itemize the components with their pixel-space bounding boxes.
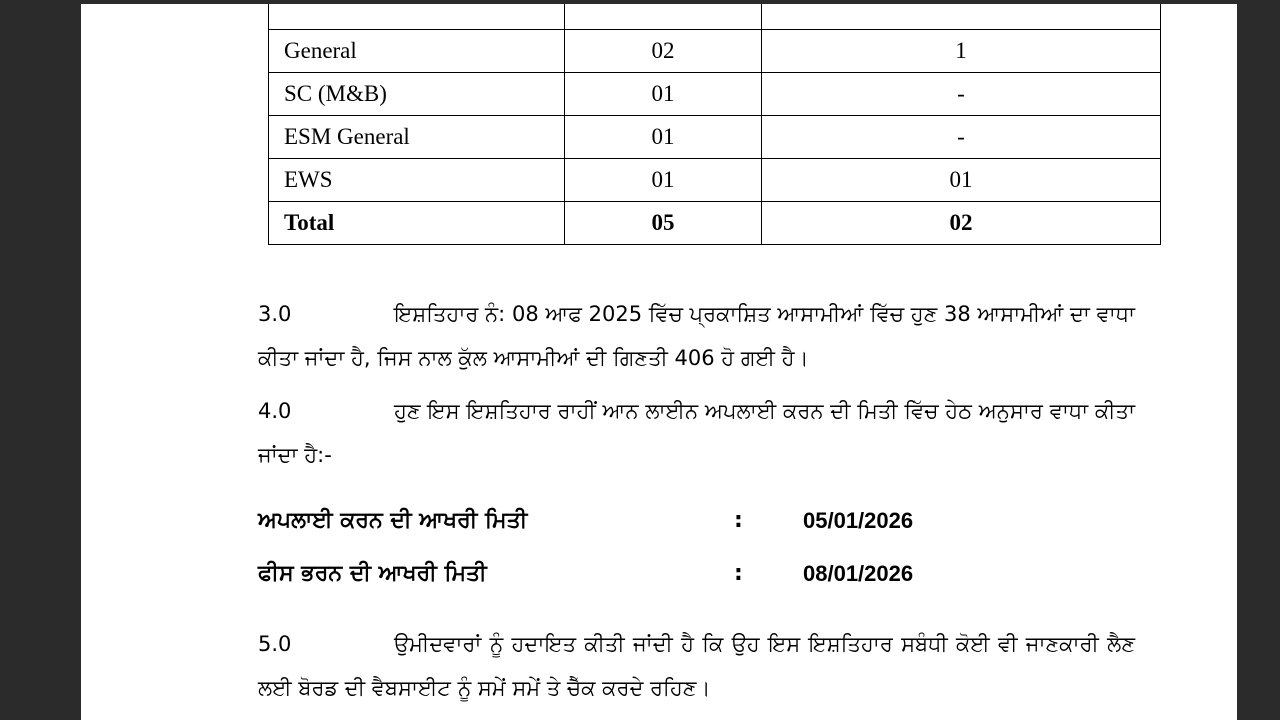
date-row-apply <box>258 506 1058 536</box>
paragraph-text: ਇਸ਼ਤਿਹਾਰ ਨੰ: 08 ਆਫ 2025 ਵਿੱਚ ਪ੍ਰਕਾਸ਼ਿਤ ਆਸਾਮੀਆਂ ਵਿੱਚ ਹੁਣ 38 ਆਸਾਮੀਆਂ ਦਾ ਵਾਧਾ ਕੀਤਾ ਜਾਂਦਾ ਹੈ, ਜਿਸ ਨਾਲ ਕੁੱਲ ਆਸਾਮੀਆਂ ਦੀ ਗਿਣਤੀ 406 ਹੋ ਗਈ ਹੈ। <box>258 302 1135 370</box>
table-cell-col2: 05 <box>565 202 762 245</box>
table-cell-col3: - <box>762 73 1161 116</box>
table-cell-category <box>269 4 565 30</box>
table-row <box>269 116 1161 159</box>
table-row <box>269 4 1161 30</box>
document-page[interactable] <box>81 4 1237 720</box>
date-value: 05/01/2026 <box>803 508 914 533</box>
paragraph-4 <box>258 389 1135 477</box>
table-cell-col2 <box>565 4 762 30</box>
date-value: 08/01/2026 <box>803 561 914 586</box>
viewer-scrollbar[interactable] <box>1237 0 1280 720</box>
vacancy-table <box>268 4 1161 245</box>
table-cell-col3 <box>762 4 1161 30</box>
table-cell-col2: 01 <box>565 73 762 116</box>
table-cell-category: Total <box>269 202 565 245</box>
table-row <box>269 73 1161 116</box>
date-row-fee <box>258 559 1058 589</box>
date-colon: : <box>734 561 743 586</box>
paragraph-text: ਹੁਣ ਇਸ ਇਸ਼ਤਿਹਾਰ ਰਾਹੀਂ ਆਨ ਲਾਈਨ ਅਪਲਾਈ ਕਰਨ ਦੀ ਮਿਤੀ ਵਿੱਚ ਹੇਠ ਅਨੁਸਾਰ ਵਾਧਾ ਕੀਤਾ ਜਾਂਦਾ ਹੈ:- <box>258 399 1135 467</box>
paragraph-text: ਉਮੀਦਵਾਰਾਂ ਨੂੰ ਹਦਾਇਤ ਕੀਤੀ ਜਾਂਦੀ ਹੈ ਕਿ ਉਹ ਇਸ ਇਸ਼ਤਿਹਾਰ ਸਬੰਧੀ ਕੋਈ ਵੀ ਜਾਣਕਾਰੀ ਲੈਣ ਲਈ ਬੋਰਡ ਦੀ ਵੈਬਸਾਈਟ ਨੂੰ ਸਮੇਂ ਸਮੇਂ ਤੇ ਚੈੱਕ ਕਰਦੇ ਰਹਿਣ। <box>258 632 1135 700</box>
table-cell-col3: 1 <box>762 30 1161 73</box>
date-label: ਫੀਸ ਭਰਨ ਦੀ ਆਖਰੀ ਮਿਤੀ <box>258 561 487 586</box>
date-label: ਅਪਲਾਈ ਕਰਨ ਦੀ ਆਖਰੀ ਮਿਤੀ <box>258 508 528 533</box>
table-cell-col3: 02 <box>762 202 1161 245</box>
table-cell-col3: - <box>762 116 1161 159</box>
table-row <box>269 159 1161 202</box>
paragraph-3 <box>258 292 1135 380</box>
table-cell-category: ESM General <box>269 116 565 159</box>
paragraph-5 <box>258 622 1135 710</box>
paragraph-number: 4.0 <box>258 399 292 423</box>
paragraph-number: 3.0 <box>258 302 292 326</box>
table-cell-category: EWS <box>269 159 565 202</box>
paragraph-number: 5.0 <box>258 632 292 656</box>
table-cell-col3: 01 <box>762 159 1161 202</box>
table-cell-category: General <box>269 30 565 73</box>
table-cell-col2: 02 <box>565 30 762 73</box>
table-cell-col2: 01 <box>565 159 762 202</box>
table-total-row <box>269 202 1161 245</box>
table-cell-category: SC (M&B) <box>269 73 565 116</box>
table-row <box>269 30 1161 73</box>
table-cell-col2: 01 <box>565 116 762 159</box>
date-colon: : <box>734 508 743 533</box>
